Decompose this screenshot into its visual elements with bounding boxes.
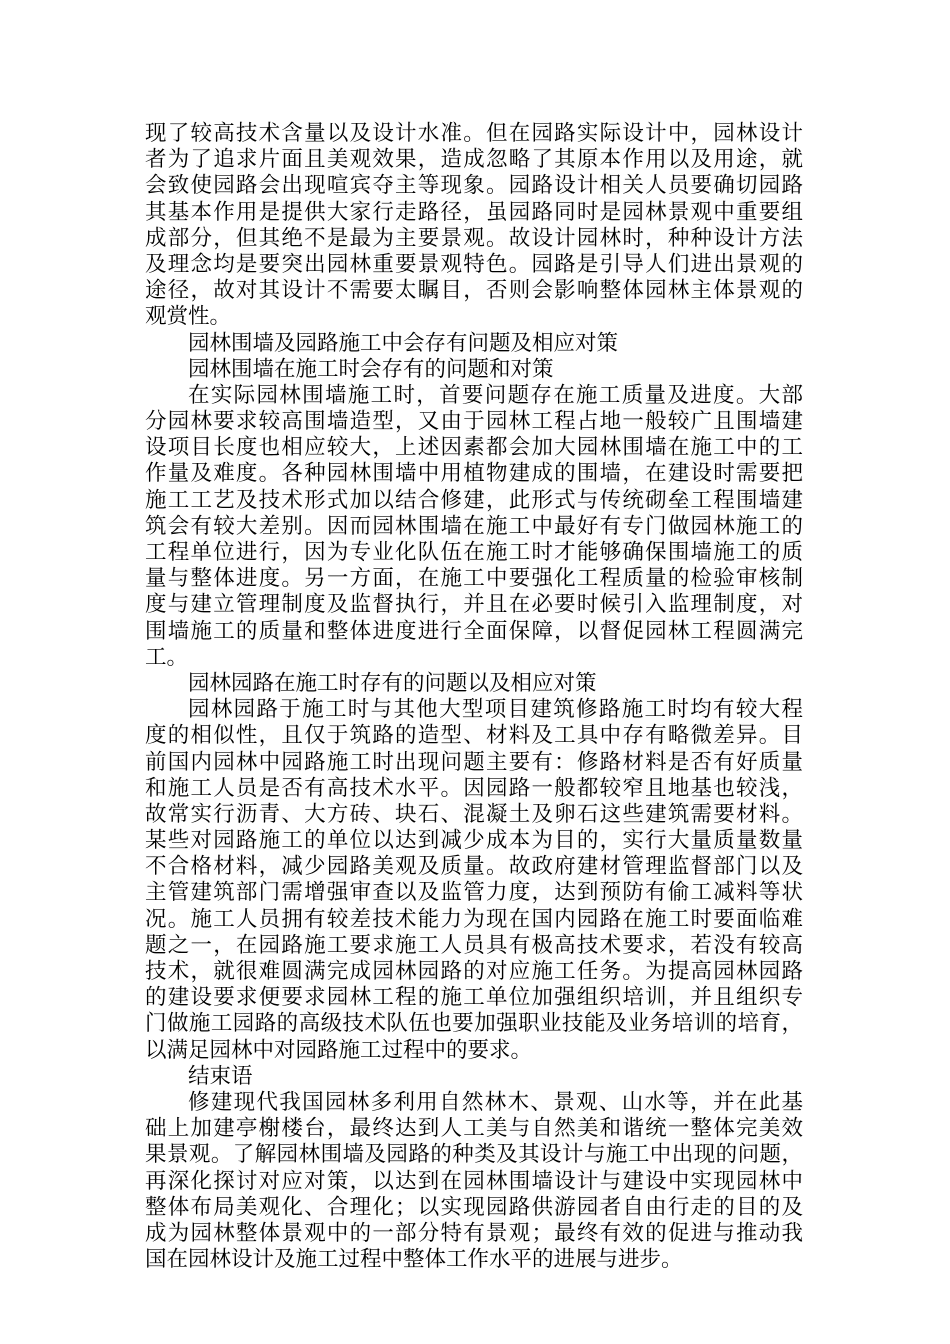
text-line: 设项目长度也相应较大，上述因素都会加大园林围墙在施工中的工	[145, 435, 803, 461]
text-line: 会致使园路会出现喧宾夺主等现象。园路设计相关人员要确切园路	[145, 173, 803, 199]
text-line: 途径，故对其设计不需要太瞩目，否则会影响整体园林主体景观的	[145, 278, 803, 304]
text-line: 不合格材料，减少园路美观及质量。故政府建材管理监督部门以及	[145, 854, 803, 880]
heading-line: 结束语	[188, 1063, 253, 1089]
text-line: 度的相似性，且仅于筑路的造型、材料及工具中存有略微差异。目	[145, 723, 803, 749]
text-line: 分园林要求较高围墙造型，又由于园林工程占地一般较广且围墙建	[145, 409, 803, 435]
text-line: 在实际园林围墙施工时，首要问题存在施工质量及进度。大部	[188, 382, 803, 408]
heading-line: 园林围墙在施工时会存有的问题和对策	[188, 356, 554, 382]
text-line: 的建设要求便要求园林工程的施工单位加强组织培训，并且组织专	[145, 985, 803, 1011]
paragraph-roads	[145, 697, 803, 1064]
text-line: 主管建筑部门需增强审查以及监管力度，达到预防有偷工减料等状	[145, 880, 803, 906]
text-line: 作量及难度。各种园林围墙中用植物建成的围墙，在建设时需要把	[145, 461, 803, 487]
text-line: 修建现代我国园林多利用自然林木、景观、山水等，并在此基	[188, 1089, 803, 1115]
text-line: 础上加建亭榭楼台，最终达到人工美与自然美和谐统一整体完美效	[145, 1116, 803, 1142]
text-line: 观赏性。	[145, 304, 232, 330]
text-line: 再深化探讨对应对策，以达到在园林围墙设计与建设中实现园林中	[145, 1168, 803, 1194]
document-page	[145, 121, 803, 1273]
text-line: 门做施工园路的高级技术队伍也要加强职业技能及业务培训的培育，	[145, 1011, 803, 1037]
text-line: 技术，就很难圆满完成园林园路的对应施工任务。为提高园林园路	[145, 959, 803, 984]
conclusion-heading	[145, 1064, 803, 1090]
text-line: 成为园林整体景观中的一部分特有景观；最终有效的促进与推动我	[145, 1220, 803, 1246]
paragraph-continuation	[145, 121, 803, 331]
text-line: 某些对园路施工的单位以达到减少成本为目的，实行大量质量数量	[145, 828, 803, 854]
text-line: 及理念均是要突出园林重要景观特色。园路是引导人们进出景观的	[145, 251, 803, 277]
text-line: 者为了追求片面且美观效果，造成忽略了其原本作用以及用途，就	[145, 147, 803, 173]
heading-line: 园林园路在施工时存有的问题以及相应对策	[188, 670, 597, 696]
text-line: 整体布局美观化、合理化；以实现园路供游园者自由行走的目的及	[145, 1194, 803, 1220]
text-line: 前国内园林中园路施工时出现问题主要有：修路材料是否有好质量	[145, 749, 803, 775]
section-heading	[145, 331, 803, 357]
text-line: 量与整体进度。另一方面，在施工中要强化工程质量的检验审核制	[145, 566, 803, 592]
text-line: 工。	[145, 644, 189, 670]
text-line: 故常实行沥青、大方砖、块石、混凝土及卵石这些建筑需要材料。	[145, 801, 803, 827]
paragraph-walls	[145, 383, 803, 671]
text-line: 工程单位进行，因为专业化队伍在施工时才能够确保围墙施工的质	[145, 540, 803, 565]
text-line: 况。施工人员拥有较差技术能力为现在国内园路在施工时要面临难	[145, 906, 803, 932]
text-line: 国在园林设计及施工过程中整体工作水平的进展与进步。	[145, 1247, 683, 1273]
text-line: 围墙施工的质量和整体进度进行全面保障，以督促园林工程圆满完	[145, 618, 803, 644]
text-line: 度与建立管理制度及监督执行，并且在必要时候引入监理制度，对	[145, 592, 803, 618]
paragraph-conclusion	[145, 1090, 803, 1273]
text-line: 现了较高技术含量以及设计水准。但在园路实际设计中，园林设计	[145, 121, 803, 146]
text-line: 以满足园林中对园路施工过程中的要求。	[145, 1037, 533, 1063]
text-line: 成部分，但其绝不是最为主要景观。故设计园林时，种种设计方法	[145, 225, 803, 251]
subsection-heading	[145, 357, 803, 383]
text-line: 题之一，在园路施工要求施工人员具有极高技术要求，若没有较高	[145, 932, 803, 958]
heading-line: 园林围墙及园路施工中会存有问题及相应对策	[188, 330, 619, 356]
text-line: 和施工人员是否有高技术水平。因园路一般都较窄且地基也较浅，	[145, 775, 803, 801]
text-line: 其基本作用是提供大家行走路径，虽园路同时是园林景观中重要组	[145, 199, 803, 225]
text-line: 筑会有较大差别。因而园林围墙在施工中最好有专门做园林施工的	[145, 513, 803, 539]
text-line: 果景观。了解园林围墙及园路的种类及其设计与施工中出现的问题，	[145, 1142, 803, 1168]
text-line: 施工工艺及技术形式加以结合修建，此形式与传统砌垒工程围墙建	[145, 487, 803, 513]
subsection-heading	[145, 671, 803, 697]
text-line: 园林园路于施工时与其他大型项目建筑修路施工时均有较大程	[188, 697, 803, 723]
